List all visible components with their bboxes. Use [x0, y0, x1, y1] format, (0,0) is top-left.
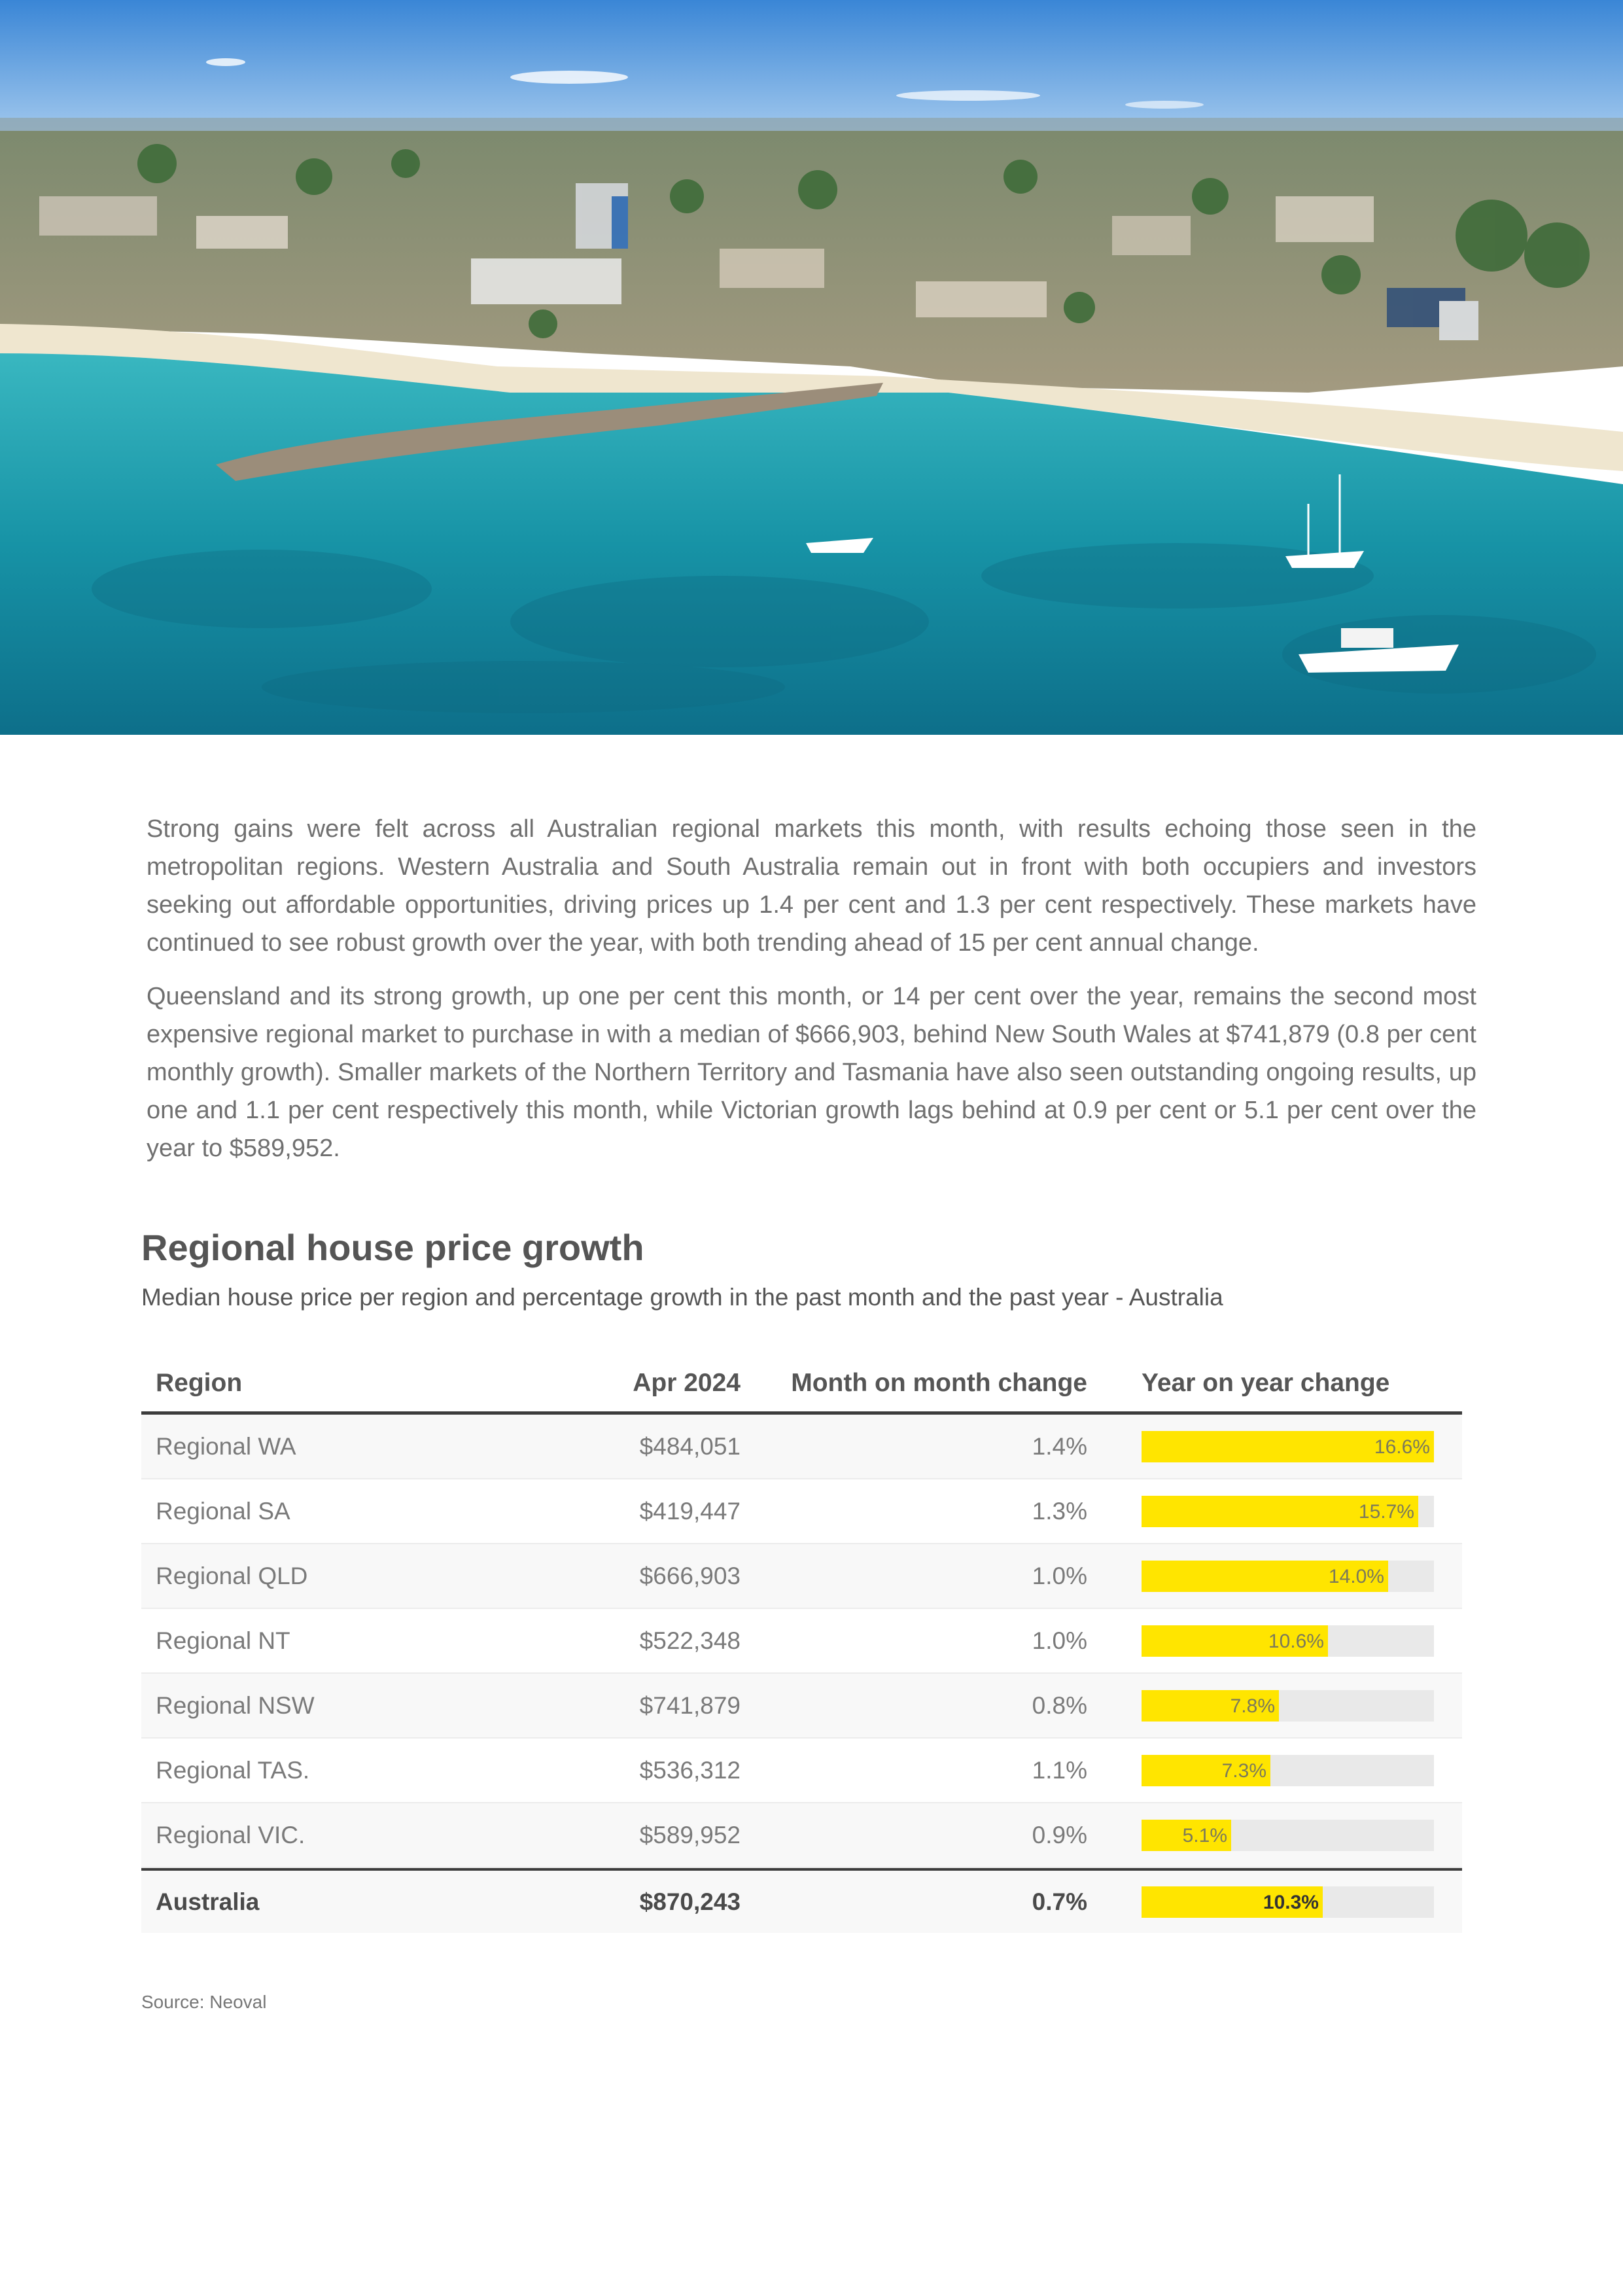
table-row [141, 1479, 1462, 1544]
region-cell: Regional QLD [156, 1562, 308, 1589]
yoy-bar-track [1142, 1820, 1434, 1851]
table-body [141, 1415, 1462, 1933]
price-cell: $666,903 [639, 1562, 741, 1589]
yoy-cell [1087, 1886, 1462, 1918]
mom-cell: 1.0% [1032, 1562, 1087, 1589]
header-mom: Month on month change [791, 1368, 1087, 1397]
yoy-bar-track [1142, 1625, 1434, 1657]
region-cell: Regional NSW [156, 1691, 315, 1719]
region-cell: Regional VIC. [156, 1821, 305, 1848]
price-cell: $741,879 [639, 1691, 741, 1719]
yoy-bar-label: 14.0% [1328, 1565, 1384, 1587]
price-cell: $870,243 [639, 1888, 741, 1915]
table-row [141, 1609, 1462, 1674]
yoy-cell [1087, 1690, 1462, 1722]
table-total-row [141, 1868, 1462, 1933]
table-title: Regional house price growth [141, 1227, 644, 1268]
table-row [141, 1803, 1462, 1868]
yoy-bar-track [1142, 1690, 1434, 1722]
yoy-cell [1087, 1496, 1462, 1527]
yoy-cell [1087, 1431, 1462, 1462]
header-price: Apr 2024 [633, 1368, 741, 1397]
price-cell: $536,312 [639, 1756, 741, 1784]
source-note: Source: Neoval [141, 1992, 267, 2012]
header-yoy: Year on year change [1142, 1368, 1390, 1397]
yoy-bar-label: 10.3% [1263, 1891, 1319, 1913]
region-cell: Regional SA [156, 1497, 290, 1525]
mom-cell: 0.8% [1032, 1691, 1087, 1719]
article-paragraph-1: Strong gains were felt across all Australian regional markets this month, with results echoing those seen in the metropolitan regions. Western Australia and South Australia remain out in front with both occupiers and investors seeking out affordable opportunities, driving prices up 1.4 per cent and 1.3 per cent respectively. These markets have continued to see robust growth over the year, with both trending ahead of 15 per cent annual change. [147, 815, 1476, 957]
yoy-bar-track [1142, 1431, 1434, 1462]
region-cell: Regional TAS. [156, 1756, 310, 1784]
yoy-cell [1087, 1561, 1462, 1592]
region-cell: Regional NT [156, 1627, 290, 1654]
yoy-cell [1087, 1820, 1462, 1851]
mom-cell: 1.1% [1032, 1756, 1087, 1784]
mom-cell: 0.9% [1032, 1821, 1087, 1848]
region-cell: Regional WA [156, 1432, 296, 1460]
yoy-bar-label: 7.8% [1230, 1695, 1275, 1717]
yoy-bar-label: 15.7% [1358, 1500, 1414, 1523]
mom-cell: 1.0% [1032, 1627, 1087, 1654]
yoy-bar-track [1142, 1755, 1434, 1786]
table-header-row [141, 1354, 1462, 1415]
header-region: Region [156, 1368, 243, 1397]
table-row [141, 1415, 1462, 1479]
yoy-bar-label: 10.6% [1268, 1630, 1324, 1652]
region-cell: Australia [156, 1888, 260, 1915]
table-row [141, 1739, 1462, 1803]
mom-cell: 1.3% [1032, 1497, 1087, 1525]
table-row [141, 1674, 1462, 1739]
yoy-cell [1087, 1755, 1462, 1786]
article-body [147, 810, 1476, 1183]
mom-cell: 1.4% [1032, 1432, 1087, 1460]
hero-photo [0, 0, 1623, 735]
price-cell: $589,952 [639, 1821, 741, 1848]
yoy-bar-track [1142, 1886, 1434, 1918]
coastal-town-aerial-photo [0, 0, 1623, 735]
table-subtitle: Median house price per region and percentage growth in the past month and the past year - Australia [141, 1284, 1223, 1311]
yoy-bar-label: 7.3% [1221, 1759, 1266, 1782]
yoy-cell [1087, 1625, 1462, 1657]
regional-price-table [141, 1354, 1462, 1933]
yoy-bar-track [1142, 1496, 1434, 1527]
yoy-bar-track [1142, 1561, 1434, 1592]
price-cell: $522,348 [639, 1627, 741, 1654]
table-row [141, 1544, 1462, 1609]
article-paragraph-2: Queensland and its strong growth, up one per cent this month, or 14 per cent over the year, remains the second most expensive regional market to purchase in with a median of $666,903, behind New South Wales at $741,879 (0.8 per cent monthly growth). Smaller markets of the Northern Territory and Tasmania have also seen outstanding ongoing results, up one and 1.1 per cent respectively this month, while Victorian growth lags behind at 0.9 per cent or 5.1 per cent over the year to $589,952. [147, 983, 1476, 1162]
mom-cell: 0.7% [1032, 1888, 1087, 1915]
yoy-bar-label: 16.6% [1374, 1436, 1430, 1458]
price-cell: $484,051 [639, 1432, 741, 1460]
yoy-bar-label: 5.1% [1182, 1824, 1227, 1846]
price-cell: $419,447 [639, 1497, 741, 1525]
